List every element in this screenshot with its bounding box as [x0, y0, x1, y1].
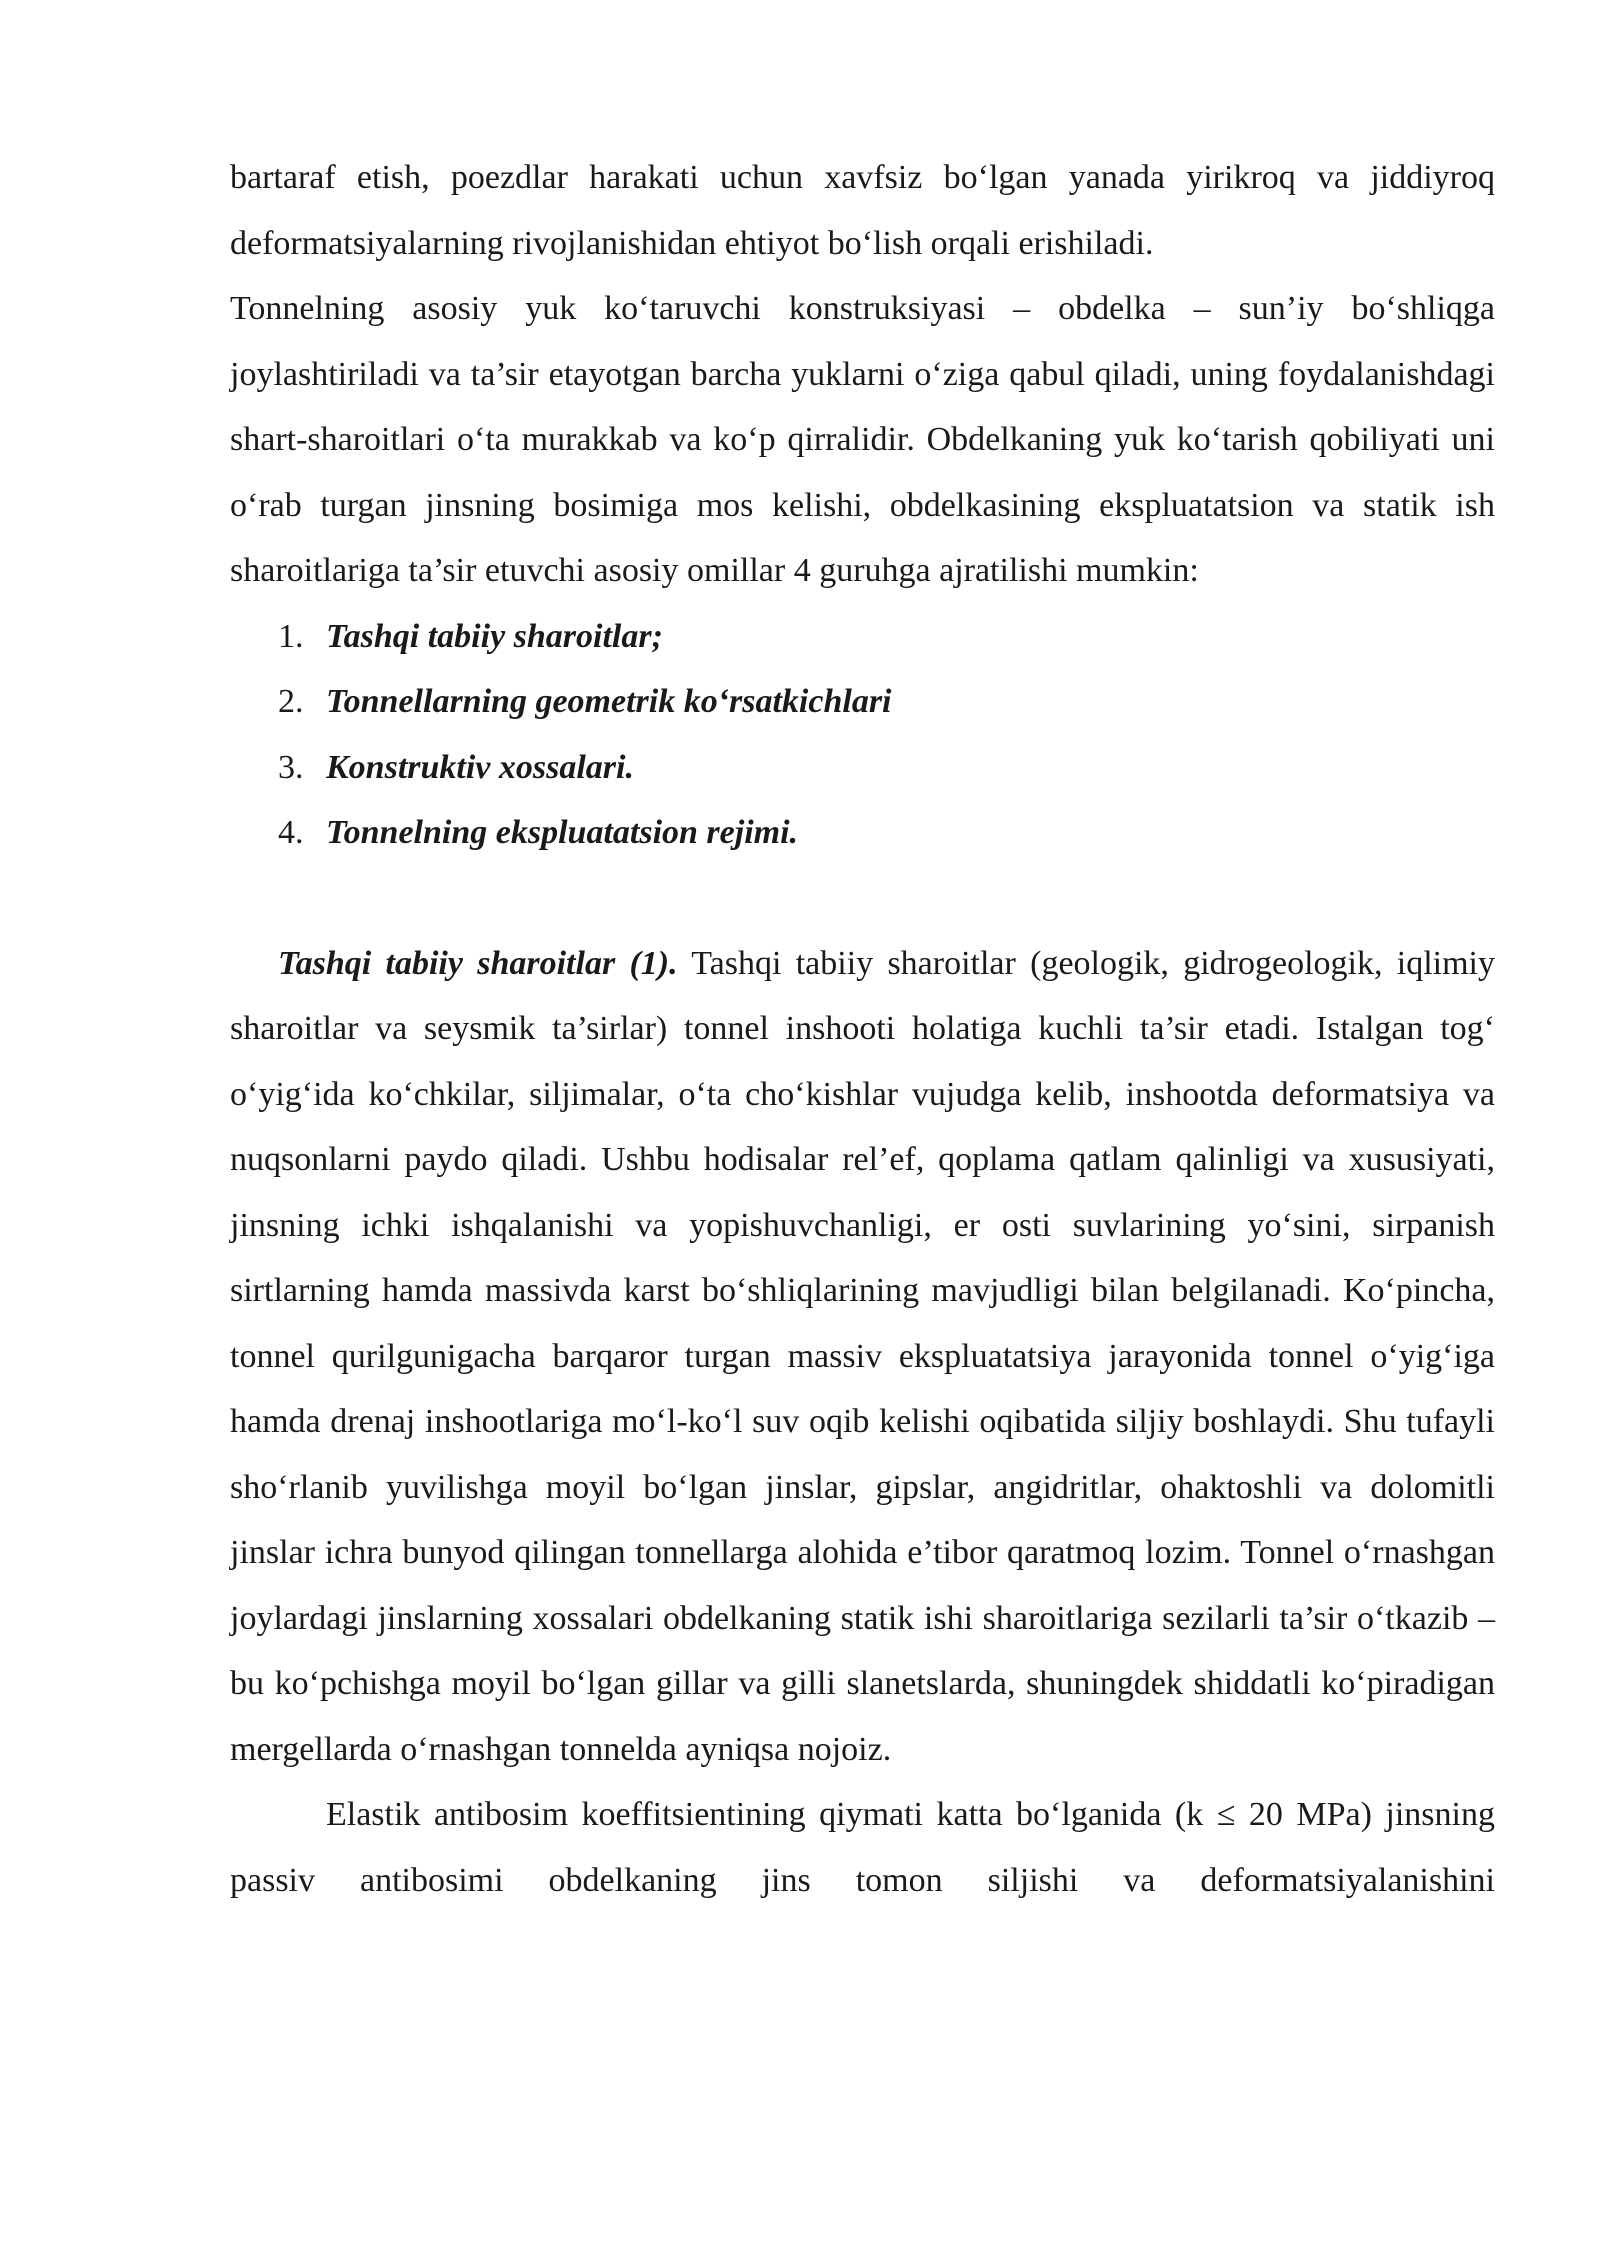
paragraph-elastic-antipressure: Elastik antibosim koeffitsientining qiymati katta bo‘lganida (k ≤ 20 MPa) jinsning passiv antibosimi obdelkaning jins tomon siljishi va deformatsiyalanishini [230, 1796, 1495, 1899]
paragraph-intro-continuation: bartaraf etish, poezdlar harakati uchun xavfsiz bo‘lgan yanada yirikroq va jiddiyroq deformatsiyalarning rivojlanishidan ehtiyot bo‘lish orqali erishiladi. [230, 159, 1495, 262]
factor-list [230, 604, 1495, 866]
paragraph-natural-conditions [230, 931, 1495, 1783]
paragraph-spacer [230, 866, 1495, 931]
paragraph-body: Tashqi tabiiy sharoitlar (geologik, gidrogeologik, iqlimiy sharoitlar va seysmik ta’sirlar) tonnel inshooti holatiga kuchli ta’sir etadi. Istalgan tog‘ o‘yig‘ida ko‘chkilar, siljimalar, o‘ta cho‘kishlar vujudga kelib, inshootda deformatsiya va nuqsonlarni paydo qiladi. Ushbu hodisalar rel’ef, qoplama qatlam qalinligi va xususiyati, jinsning ichki ishqalanishi va yopishuvchanligi, er osti suvlarining yo‘sini, sirpanish sirtlarning hamda massivda karst bo‘shliqlarining mavjudligi bilan belgilanadi. Ko‘pincha, tonnel qurilgunigacha barqaror turgan massiv ekspluatatsiya jarayonida tonnel o‘yig‘iga hamda drenaj inshootlariga mo‘l-ko‘l suv oqib kelishi oqibatida siljiy boshlaydi. Shu tufayli sho‘rlanib yuvilishga moyil bo‘lgan jinslar, gipslar, angidritlar, ohaktoshli va dolomitli jinslar ichra bunyod qilingan tonnellarga alohida e’tibor qaratmoq lozim. Tonnel o‘rnashgan joylardagi jinslarning xossalari obdelkaning statik ishi sharoitlariga sezilarli ta’sir o‘tkazib – bu ko‘pchishga moyil bo‘lgan gillar va gilli slanetslarda, shuningdek shiddatli ko‘piradigan mergellarda o‘rnashgan tonnelda ayniqsa nojoiz. [230, 944, 1495, 1768]
list-item-number: 3. [278, 748, 304, 786]
list-item [230, 800, 1495, 866]
list-item-text: Tonnellarning geometrik ko‘rsatkichlari [326, 683, 892, 720]
paragraph-lead: Tashqi tabiiy sharoitlar (1). [278, 944, 678, 982]
list-item-number: 1. [278, 617, 304, 655]
list-item [230, 669, 1495, 735]
list-item-number: 2. [278, 683, 304, 720]
list-item-text: Tashqi tabiiy sharoitlar; [326, 617, 663, 655]
document-page [230, 145, 1495, 1913]
list-item-text: Tonnelning ekspluatatsion rejimi. [326, 814, 799, 851]
list-item [230, 735, 1495, 801]
list-item-text: Konstruktiv xossalari. [326, 748, 634, 786]
list-item [230, 604, 1495, 670]
paragraph-obdelka: Tonnelning asosiy yuk ko‘taruvchi konstruksiyasi – obdelka – sun’iy bo‘shliqga joylashtiriladi va ta’sir etayotgan barcha yuklarni o‘ziga qabul qiladi, uning foydalanishdagi shart-sharoitlari o‘ta murakkab va ko‘p qirralidir. Obdelkaning yuk ko‘tarish qobiliyati uni o‘rab turgan jinsning bosimiga mos kelishi, obdelkasining ekspluatatsion va statik ish sharoitlariga ta’sir etuvchi asosiy omillar 4 guruhga ajratilishi mumkin: [230, 290, 1495, 589]
list-item-number: 4. [278, 814, 304, 851]
